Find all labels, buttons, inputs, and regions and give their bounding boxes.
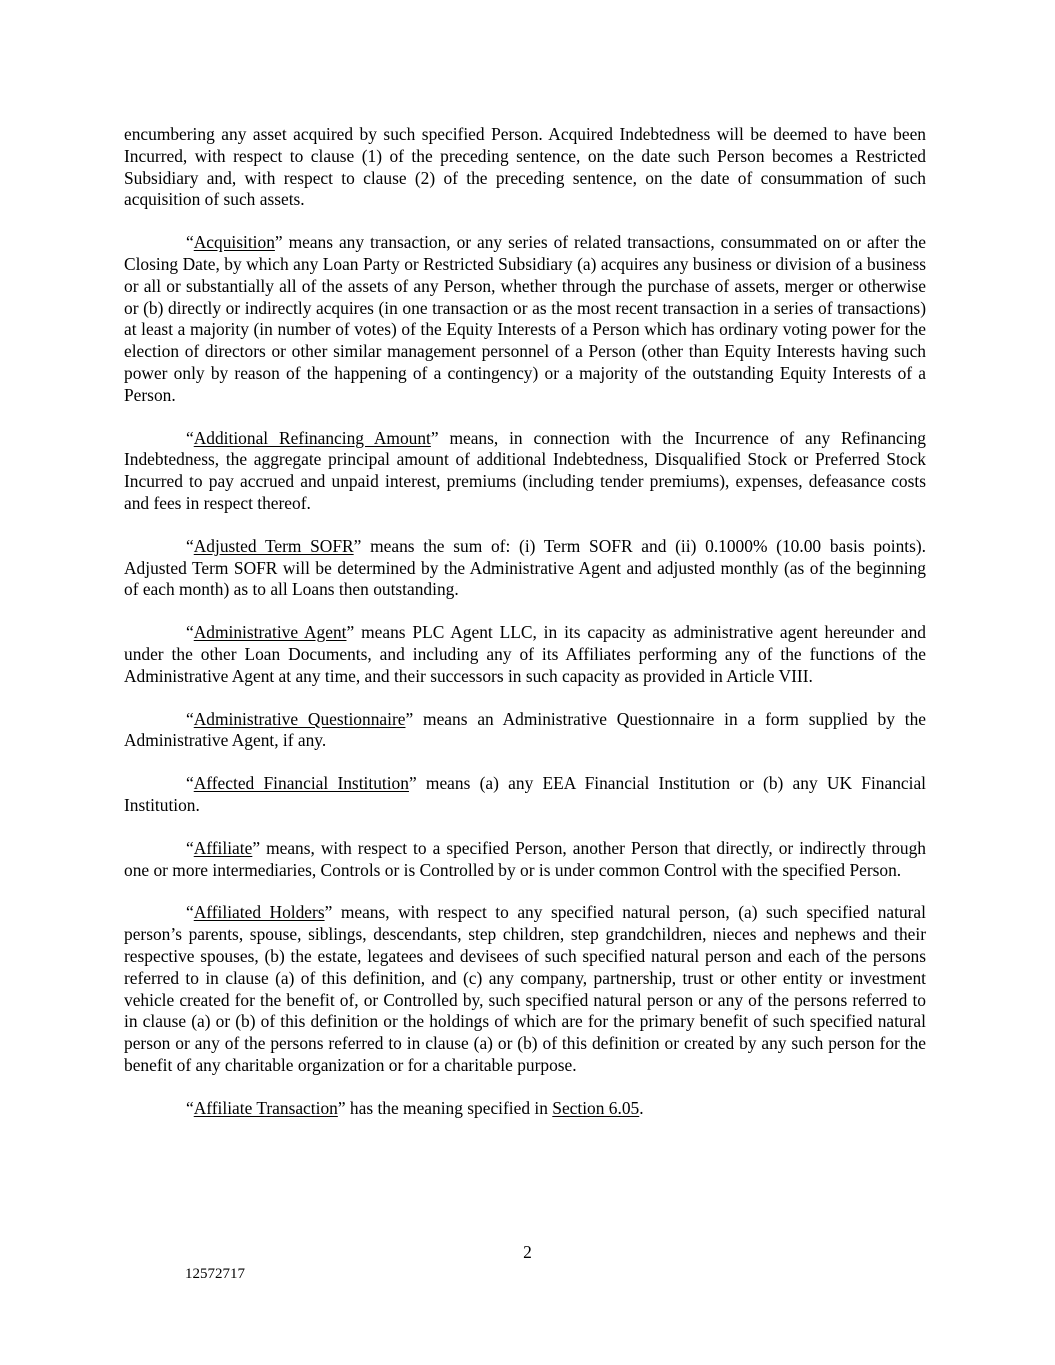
definition-adjusted-term-sofr — [124, 536, 926, 601]
definition-affiliate-transaction — [124, 1098, 926, 1120]
close-quote: ” — [405, 708, 414, 729]
definition-administrative-agent — [124, 622, 926, 687]
open-quote: “ — [186, 1097, 194, 1118]
definition-text: means, in connection with the Incurrence of any Refinancing Indebtedness, the aggregate principal amount of additional Indebtedness, Disqualified Stock or Preferred Stock Incurred to pay accrued and unpaid interest, premiums (including tender premiums), expenses, defeasance costs and fees in respect thereof. — [124, 427, 926, 513]
definition-text: means (a) any EEA Financial Institution or (b) any UK Financial Institution. — [124, 773, 926, 815]
page-number: 2 — [523, 1242, 532, 1262]
definition-text: means PLC Agent LLC, in its capacity as administrative agent hereunder and under the other Loan Documents, and including any of its Affiliates performing any of the functions of the Administrative Agent at any time, and their successors in such capacity as provided in Article VIII. — [124, 622, 926, 686]
definition-administrative-questionnaire — [124, 709, 926, 753]
definition-text: means an Administrative Questionnaire in a form supplied by the Administrative Agent, if any. — [124, 708, 927, 751]
open-quote: “ — [186, 902, 194, 923]
definition-suffix: . — [639, 1097, 644, 1118]
definition-text: means the sum of: (i) Term SOFR and (ii) 0.1000% (10.00 basis points). Adjusted Term SOFR will be determined by the Administrative Agent and adjusted monthly (as of the beginning of each month) as to all Loans then outstanding. — [124, 535, 926, 600]
defined-term: Acquisition — [193, 232, 275, 253]
defined-term: Administrative Questionnaire — [193, 708, 406, 729]
close-quote: ” — [353, 535, 362, 556]
definition-text: has the meaning specified in — [345, 1097, 553, 1118]
close-quote: ” — [274, 232, 283, 253]
definition-additional-refinancing-amount — [124, 428, 926, 515]
definition-acquisition — [124, 232, 926, 406]
definition-affiliate — [124, 838, 926, 882]
document-body — [124, 124, 926, 1140]
definition-text: means, with respect to any specified natural person, (a) such specified natural person’s parents, spouse, siblings, descendants, step children, step grandchildren, nieces and nephews and their respective spouses, (b) the estate, legatees and devisees of such specified natural person and each of the persons referred to in clause (a) of this definition, and (c) any company, partnership, trust or other entity or investment vehicle created for the benefit of, or Controlled by, such specified natural person or any of the persons referred to in clause (a) or (b) of this definition or the holdings of which are for the primary benefit of such specified natural person or any of the persons referred to in clause (a) or (b) of this definition or created by any such person for the benefit of any charitable organization or for a charitable purpose. — [124, 902, 926, 1075]
defined-term: Additional Refinancing Amount — [193, 427, 431, 448]
defined-term: Adjusted Term SOFR — [193, 535, 354, 556]
close-quote: ” — [430, 427, 439, 448]
open-quote: “ — [186, 837, 194, 858]
definition-text: means, with respect to a specified Person, another Person that directly, or indirectly through one or more intermediaries, Controls or is Controlled by or is under common Control with the specified Person. — [124, 837, 926, 880]
close-quote: ” — [337, 1097, 346, 1118]
close-quote: ” — [252, 837, 261, 858]
document-id: 12572717 — [185, 1266, 245, 1282]
close-quote: ” — [346, 622, 355, 643]
close-quote: ” — [324, 902, 333, 923]
defined-term: Affiliated Holders — [193, 902, 325, 923]
open-quote: “ — [186, 708, 194, 729]
close-quote: ” — [408, 773, 417, 794]
open-quote: “ — [186, 535, 194, 556]
paragraph-continuation — [124, 124, 926, 211]
definition-affected-financial-institution — [124, 773, 926, 817]
open-quote: “ — [186, 427, 194, 448]
section-reference: Section 6.05 — [552, 1097, 640, 1118]
open-quote: “ — [186, 232, 194, 253]
defined-term: Administrative Agent — [193, 622, 347, 643]
open-quote: “ — [186, 622, 194, 643]
defined-term: Affiliate — [193, 837, 253, 858]
definition-affiliated-holders — [124, 902, 926, 1076]
defined-term: Affected Financial Institution — [193, 773, 409, 794]
open-quote: “ — [186, 773, 194, 794]
defined-term: Affiliate Transaction — [193, 1097, 338, 1118]
definition-text: means any transaction, or any series of related transactions, consummated on or after the Closing Date, by which any Loan Party or Restricted Subsidiary (a) acquires any business or division of a business or all or substantially all of the assets of any Person, whether through the purchase of assets, merger or otherwise or (b) directly or indirectly acquires (in one transaction or as the most recent transaction in a series of transactions) at least a majority (in number of votes) of the Equity Interests of a Person which has ordinary voting power for the election of directors or other similar management personnel of a Person (other than Equity Interests having such power only by reason of the happening of a contingency) or a majority of the outstanding Equity Interests of a Person. — [124, 232, 926, 405]
paragraph-text: encumbering any asset acquired by such specified Person. Acquired Indebtedness will be deemed to have been Incurred, with respect to clause (1) of the preceding sentence, on the date such Person becomes a Restricted Subsidiary and, with respect to clause (2) of the preceding sentence, on the date of consummation of such acquisition of such assets. — [124, 124, 926, 210]
